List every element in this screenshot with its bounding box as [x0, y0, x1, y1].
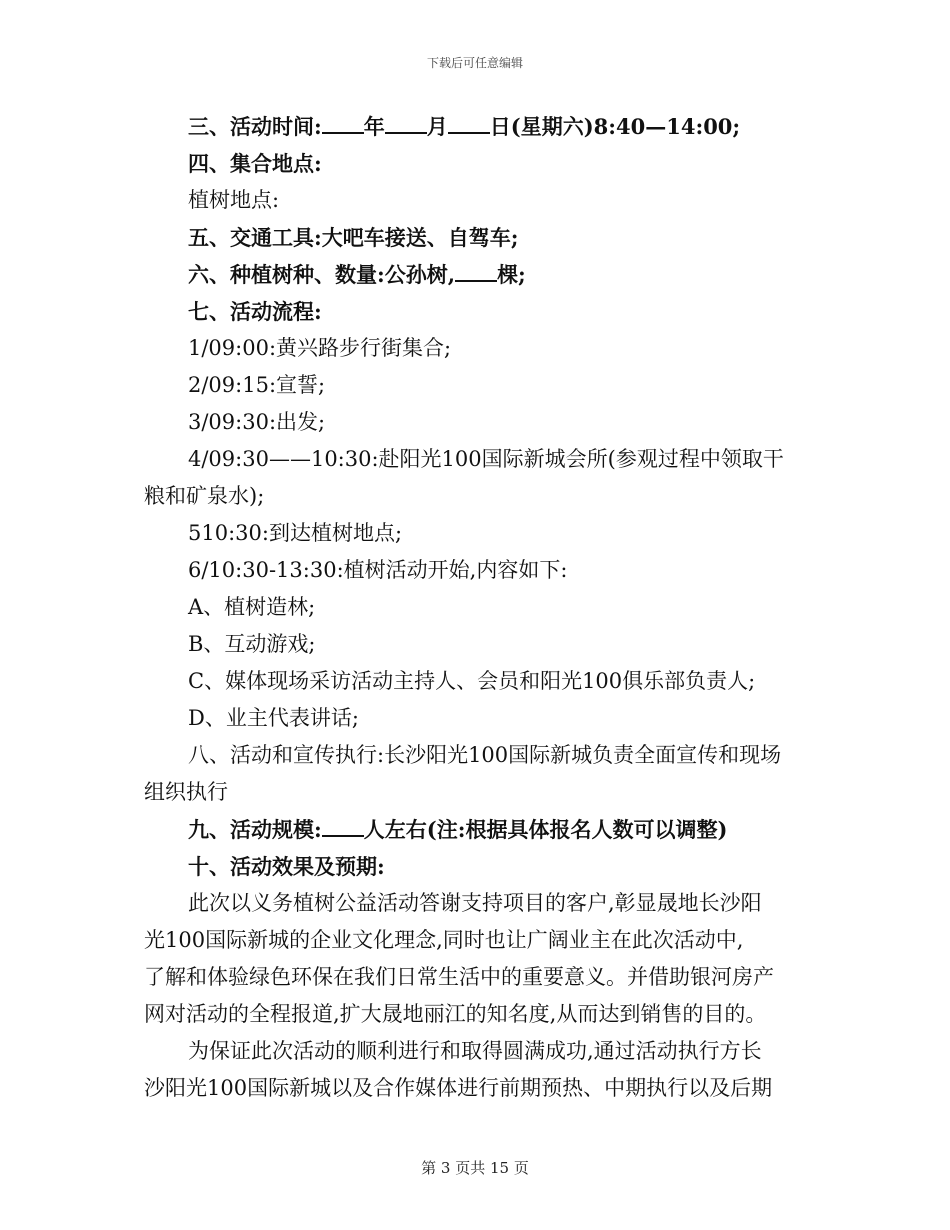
text-line-continued: 组织执行 — [144, 780, 228, 804]
activity-scale-line: 九、活动规模: 人左右(注:根据具体报名人数可以调整) — [188, 817, 728, 842]
text-line: 八、活动和宣传执行:长沙阳光100国际新城负责全面宣传和现场 — [188, 743, 782, 767]
headcount-blank — [322, 815, 364, 837]
schedule-item-continued: 粮和矿泉水); — [144, 484, 265, 508]
section-heading: 七、活动流程: — [188, 299, 322, 324]
section-heading: 四、集合地点: — [188, 151, 322, 176]
page-footer: 第 3 页共 15 页 — [421, 1159, 529, 1177]
paragraph-line: 沙阳光100国际新城以及合作媒体进行前期预热、中期执行以及后期 — [144, 1076, 773, 1100]
paragraph-line: 光100国际新城的企业文化理念,同时也让广阔业主在此次活动中, — [144, 928, 744, 952]
paragraph-line: 此次以义务植树公益活动答谢支持项目的客户,彰显晟地长沙阳 — [188, 891, 762, 915]
schedule-item: 4/09:30——10:30:赴阳光100国际新城会所(参观过程中领取干 — [188, 447, 784, 471]
section-heading: 五、交通工具:大吧车接送、自驾车; — [188, 225, 519, 250]
schedule-item: 1/09:00:黄兴路步行街集合; — [188, 336, 452, 360]
page-header: 下载后可任意编辑 — [426, 56, 523, 70]
list-item: A、植树造林; — [188, 595, 316, 619]
schedule-item: 6/10:30-13:30:植树活动开始,内容如下: — [188, 558, 568, 582]
paragraph-line: 为保证此次活动的顺利进行和取得圆满成功,通过活动执行方长 — [188, 1039, 762, 1063]
list-item: B、互动游戏; — [188, 632, 316, 656]
activity-time-line: 三、活动时间: 年 月 日(星期六)8:40—14:00; — [188, 114, 741, 139]
year-blank — [322, 112, 364, 134]
section-heading: 十、活动效果及预期: — [188, 854, 385, 879]
paragraph-line: 网对活动的全程报道,扩大晟地丽江的知名度,从而达到销售的目的。 — [144, 1002, 767, 1026]
schedule-item: 3/09:30:出发; — [188, 410, 326, 434]
schedule-item: 2/09:15:宣誓; — [188, 373, 326, 397]
quantity-blank — [455, 260, 497, 282]
list-item: C、媒体现场采访活动主持人、会员和阳光100俱乐部负责人; — [188, 669, 756, 693]
text-line: 植树地点: — [188, 188, 280, 212]
paragraph-line: 了解和体验绿色环保在我们日常生活中的重要意义。并借助银河房产 — [144, 965, 774, 989]
schedule-item: 510:30:到达植树地点; — [188, 521, 403, 545]
tree-species-line: 六、种植树种、数量:公孙树, 棵; — [188, 262, 526, 287]
list-item: D、业主代表讲话; — [188, 706, 359, 730]
month-blank — [385, 112, 427, 134]
day-blank — [448, 112, 490, 134]
